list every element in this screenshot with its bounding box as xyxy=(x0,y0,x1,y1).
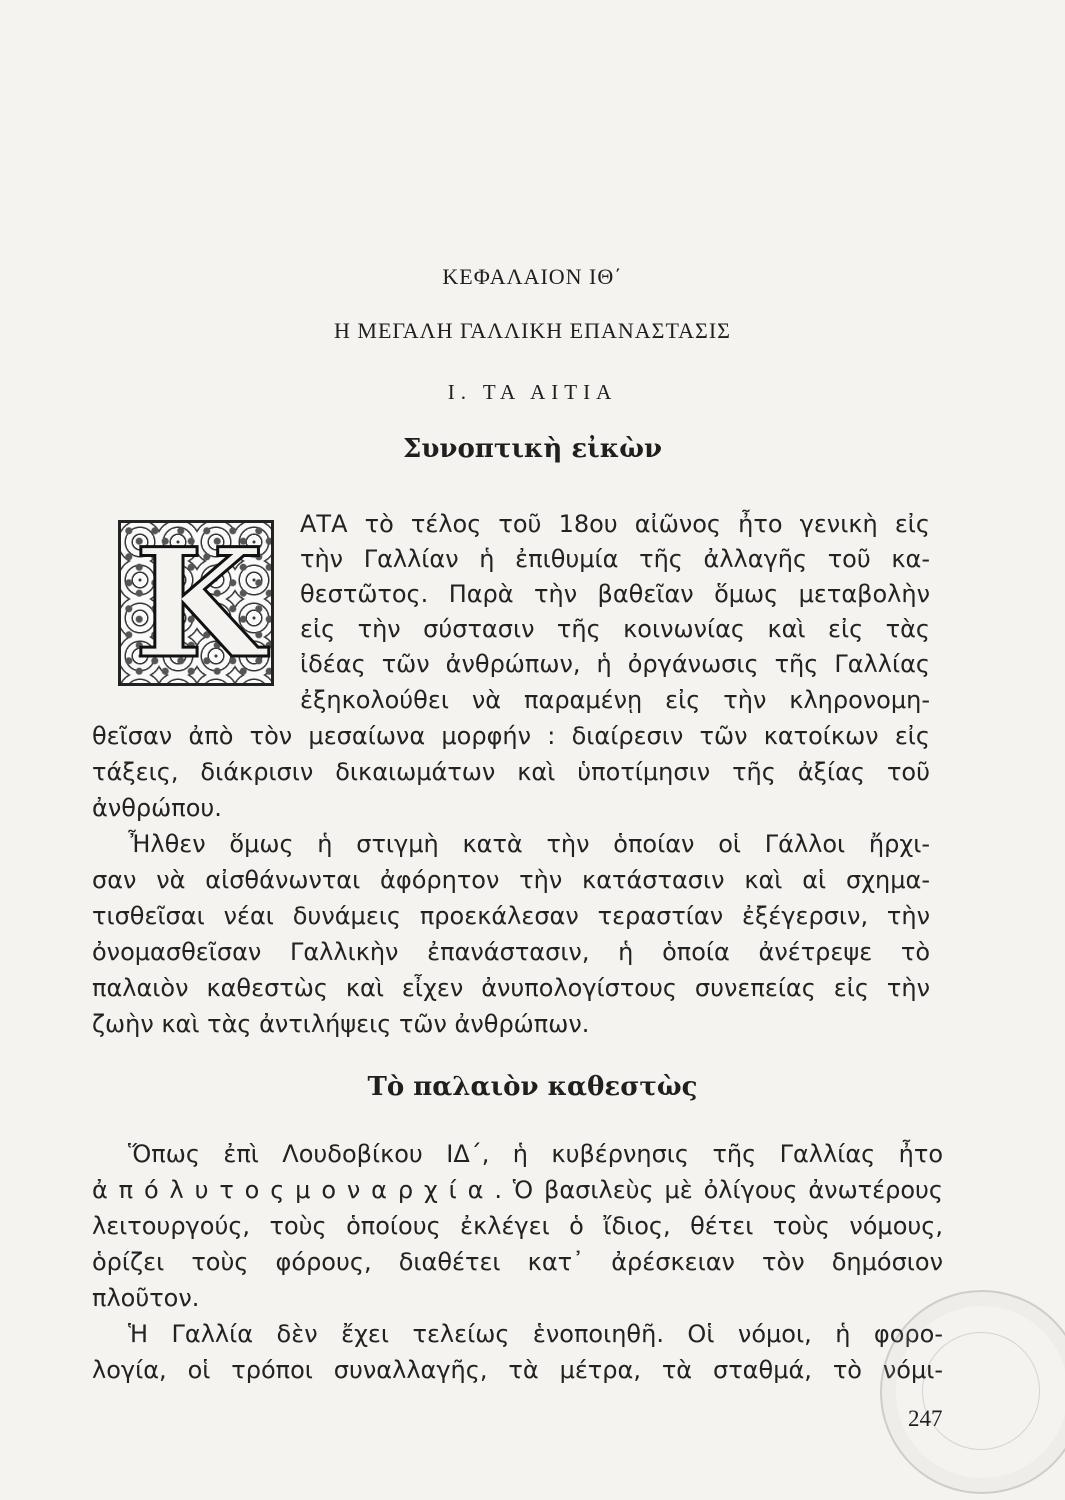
text-line: τάξεις, διάκρισιν δικαιωμάτων καὶ ὑποτίμησιν τῆς ἀξίας τοῦ xyxy=(92,758,930,786)
text-line: πλοῦτον. xyxy=(92,1284,200,1312)
text-line: ἰδέας τῶν ἀνθρώπων, ἡ ὀργάνωσις τῆς Γαλλίας xyxy=(300,650,930,678)
text-line: τὴν Γαλλίαν ἡ ἐπιθυμία τῆς ἀλλαγῆς τοῦ κα- xyxy=(300,545,930,573)
text-line: Ἦλθεν ὅμως ἡ στιγμὴ κατὰ τὴν ὁποίαν οἱ Γάλλοι ἤρχι- xyxy=(128,830,930,858)
text-line: Ὅπως ἐπὶ Λουδοβίκου ΙΔ΄, ἡ κυβέρνησις τῆς Γαλλίας ἦτο xyxy=(128,1140,943,1168)
text-line: εἰς τὴν σύστασιν τῆς κοινωνίας καὶ εἰς τὰς xyxy=(300,615,930,643)
text-line: παλαιὸν καθεστὼς καὶ εἶχεν ἀνυπολογίστους συνεπείας εἰς τὴν xyxy=(92,974,930,1002)
text-line: ἀνθρώπου. xyxy=(92,794,222,822)
subsection-title-overview: Συνοπτικὴ εἰκὼν xyxy=(402,434,663,464)
text-line: θεῖσαν ἀπὸ τὸν μεσαίωνα μορφήν : διαίρεσιν τῶν κατοίκων εἰς xyxy=(92,722,930,750)
text-line: τισθεῖσαι νέαι δυνάμεις προεκάλεσαν τεραστίαν ἐξέγερσιν, τὴν xyxy=(92,902,930,930)
text-line: σαν νὰ αἰσθάνωνται ἀφόρητον τὴν κατάστασιν καὶ αἱ σχημα- xyxy=(92,866,930,894)
text-line: ὁρίζει τοὺς φόρους, διαθέτει κατ᾿ ἀρέσκειαν τὸν δημόσιον xyxy=(92,1248,943,1276)
ornamental-dropcap xyxy=(118,516,274,692)
chapter-title: Η ΜΕΓΑΛΗ ΓΑΛΛΙΚΗ ΕΠΑΝΑΣΤΑΣΙΣ xyxy=(334,318,731,343)
library-stamp xyxy=(880,1290,1065,1494)
text-line: ἐξηκολούθει νὰ παραμένῃ εἰς τὴν κληρονομη- xyxy=(300,686,930,714)
text-line: ζωὴν καὶ τὰς ἀντιλήψεις τῶν ἀνθρώπων. xyxy=(92,1010,590,1038)
text-line: λειτουργούς, τοὺς ὁποίους ἐκλέγει ὁ ἴδιος, θέτει τοὺς νόμους, xyxy=(92,1212,943,1240)
subsection-title-old-regime: Τὸ παλαιὸν καθεστὼς xyxy=(367,1072,698,1102)
dropcap-letter: Κ xyxy=(133,516,265,692)
chapter-heading: ΚΕΦΑΛΑΙΟΝ ΙΘ΄ xyxy=(442,264,623,289)
text-line: Ἡ Γαλλία δὲν ἔχει τελείως ἑνοποιηθῆ. Οἱ νόμοι, ἡ φορο- xyxy=(128,1320,943,1348)
text-line: ἀ π ό λ υ τ ο ς μ ο ν α ρ χ ί α . Ὁ βασιλεὺς μὲ ὀλίγους ἀνωτέρους xyxy=(92,1176,943,1204)
section-heading: Ι. ΤΑ ΑΙΤΙΑ xyxy=(447,380,618,404)
text-line: ΑΤΑ τὸ τέλος τοῦ 18ου αἰῶνος ἦτο γενικὴ εἰς xyxy=(300,510,930,538)
text-line: θεστῶτος. Παρὰ τὴν βαθεῖαν ὅμως μεταβολὴν xyxy=(300,580,930,608)
text-line: λογία, οἱ τρόποι συναλλαγῆς, τὰ μέτρα, τὰ σταθμά, τὸ νόμι- xyxy=(92,1356,943,1384)
text-line: ὀνομασθεῖσαν Γαλλικὴν ἐπανάστασιν, ἡ ὁποία ἀνέτρεψε τὸ xyxy=(92,938,930,966)
page-number: 247 xyxy=(908,1406,943,1431)
